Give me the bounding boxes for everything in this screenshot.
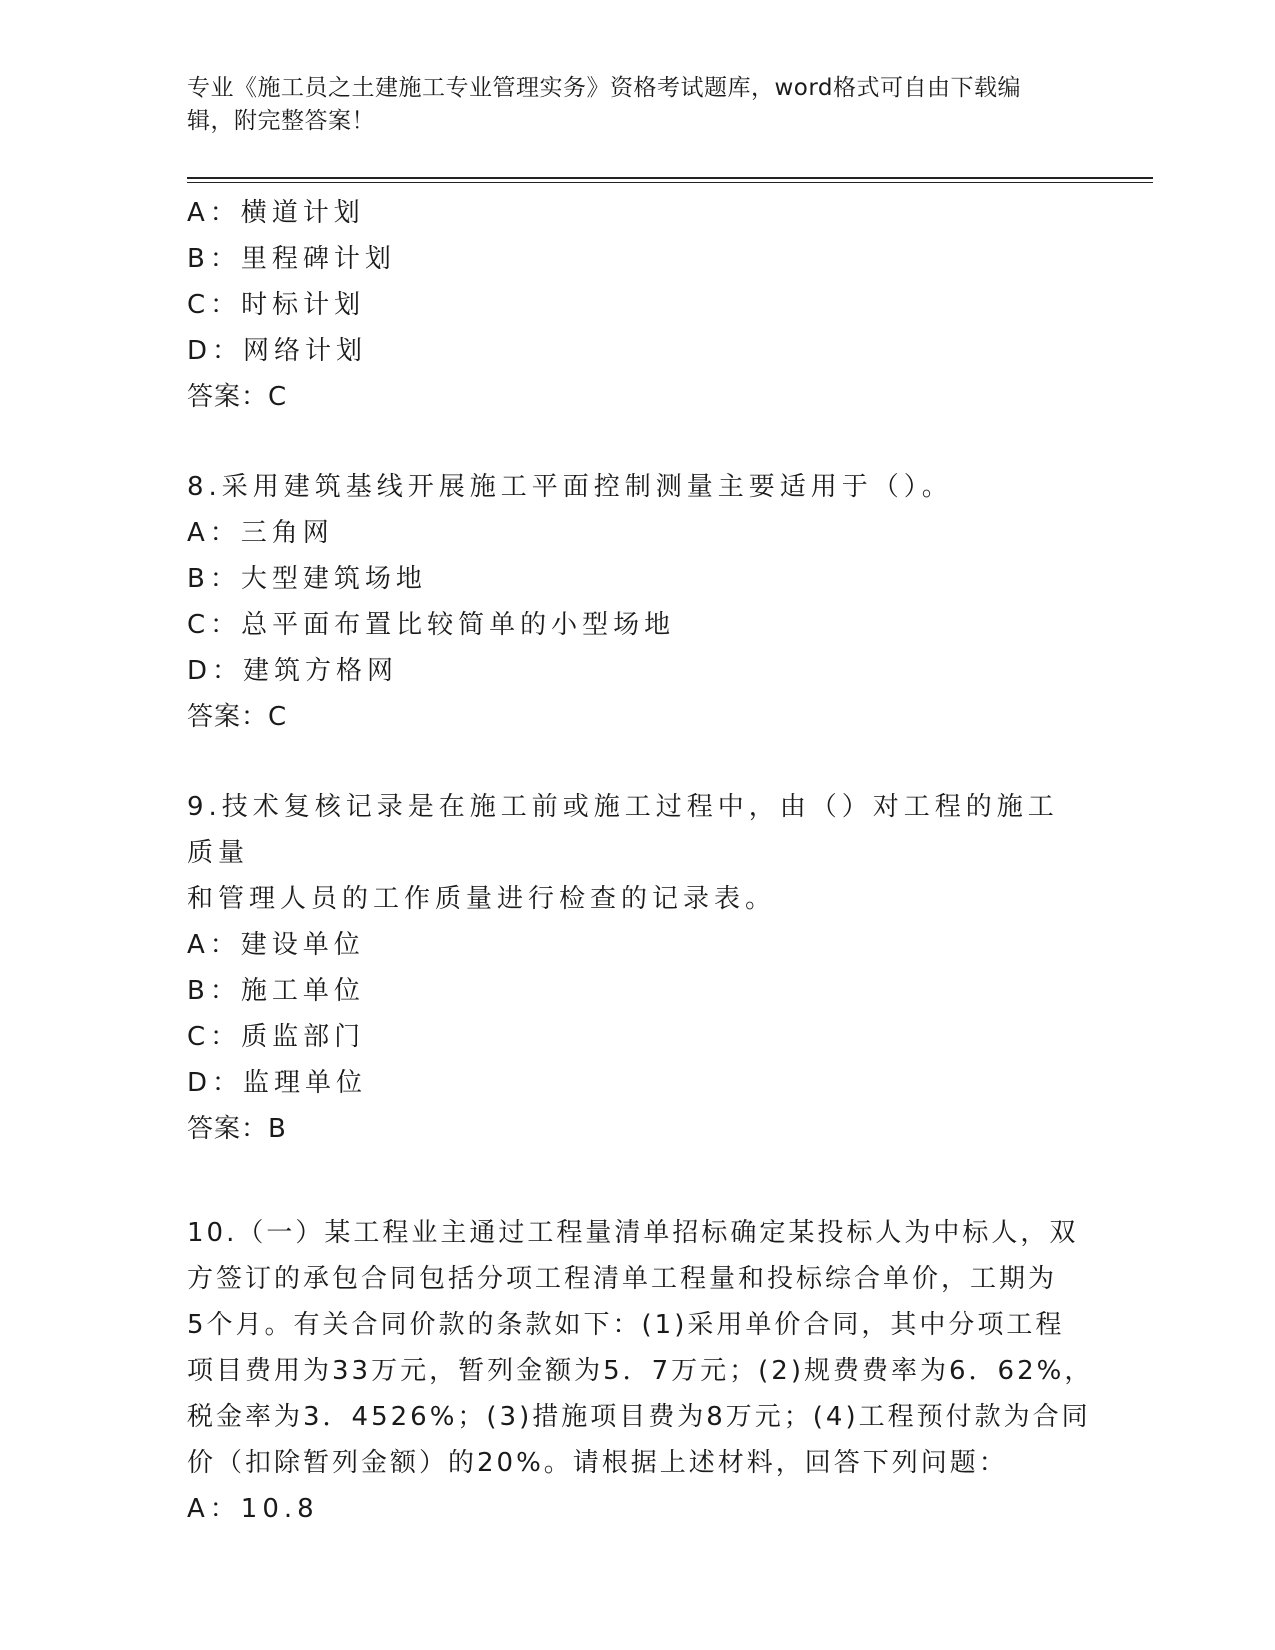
header-rule-thin: [187, 182, 1153, 183]
q7-answer: 答案：C: [187, 382, 288, 412]
q8-option-a: A：三角网: [187, 518, 334, 548]
q10-stem-line-1: 10.（一）某工程业主通过工程量清单招标确定某投标人为中标人，双: [187, 1218, 1079, 1248]
question-7: [187, 190, 1087, 420]
q9-option-c: C：质监部门: [187, 1022, 366, 1052]
q8-stem: 8.采用建筑基线开展施工平面控制测量主要适用于（）。: [187, 472, 953, 502]
question-8: [187, 464, 1087, 740]
q9-answer: 答案：B: [187, 1114, 287, 1144]
question-10: [187, 1210, 1094, 1532]
header-rule-thick: [187, 177, 1153, 179]
q10-option-a: A：10.8: [187, 1494, 319, 1524]
q10-stem-line-4: 项目费用为33万元，暂列金额为5．7万元；(2)规费费率为6．62%，: [187, 1356, 1094, 1386]
q8-answer: 答案：C: [187, 702, 288, 732]
q9-stem-line-1: 9.技术复核记录是在施工前或施工过程中，由（）对工程的施工质量: [187, 792, 1059, 868]
q10-stem-line-6: 价（扣除暂列金额）的20%。请根据上述材料，回答下列问题：: [187, 1448, 1008, 1478]
q7-option-c: C：时标计划: [187, 290, 366, 320]
q10-stem-line-2: 方签订的承包合同包括分项工程清单工程量和投标综合单价，工期为: [187, 1264, 1058, 1294]
question-9: [187, 784, 1087, 1152]
q9-option-b: B：施工单位: [187, 976, 365, 1006]
q8-option-c: C：总平面布置比较简单的小型场地: [187, 610, 676, 640]
q10-stem-line-5: 税金率为3．4526%；(3)措施项目费为8万元；(4)工程预付款为合同: [187, 1402, 1091, 1432]
q10-stem-line-3: 5个月。有关合同价款的条款如下：(1)采用单价合同，其中分项工程: [187, 1310, 1065, 1340]
q9-option-d: D：监理单位: [187, 1068, 368, 1098]
q9-option-a: A：建设单位: [187, 930, 365, 960]
q8-option-d: D：建筑方格网: [187, 656, 399, 686]
q9-stem-line-2: 和管理人员的工作质量进行检查的记录表。: [187, 884, 777, 914]
q7-option-a: A：横道计划: [187, 198, 365, 228]
page-header: 专业《施工员之土建施工专业管理实务》资格考试题库，word格式可自由下载编辑，附完整答案！: [187, 75, 1022, 134]
exam-content: [187, 190, 1094, 1532]
q7-option-b: B：里程碑计划: [187, 244, 396, 274]
q8-option-b: B：大型建筑场地: [187, 564, 427, 594]
q7-option-d: D：网络计划: [187, 336, 368, 366]
